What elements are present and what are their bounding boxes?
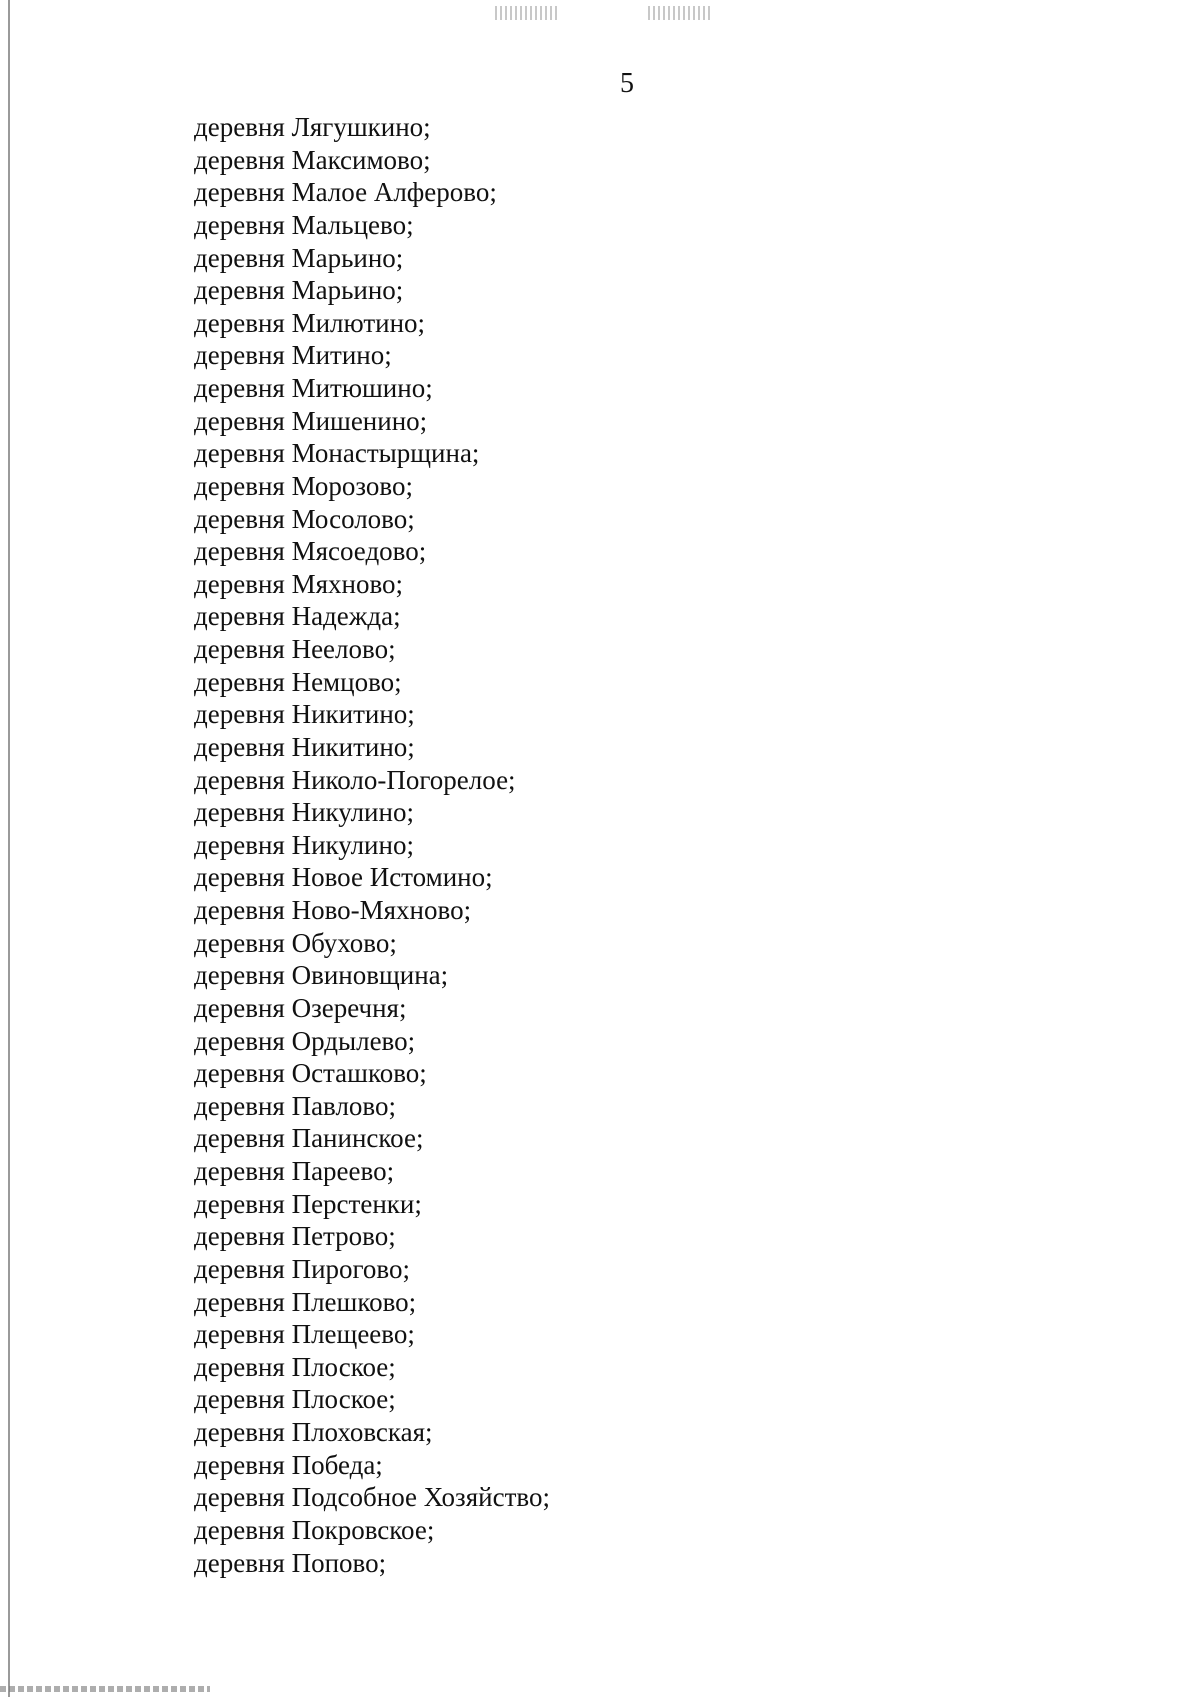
list-item: деревня Немцово; bbox=[194, 666, 402, 697]
list-item: деревня Обухово; bbox=[194, 927, 397, 958]
list-item: деревня Победа; bbox=[194, 1449, 383, 1480]
list-item: деревня Никитино; bbox=[194, 699, 415, 730]
list-item: деревня Овиновщина; bbox=[194, 960, 449, 991]
list-item: деревня Николо-Погорелое; bbox=[194, 764, 516, 795]
list-item: деревня Мишенино; bbox=[194, 405, 428, 436]
list-item: деревня Ново-Мяхново; bbox=[194, 895, 472, 925]
scan-artifact bbox=[495, 6, 560, 20]
list-item: деревня Марьино; bbox=[194, 275, 404, 306]
list-item: деревня Перстенки; bbox=[194, 1188, 422, 1219]
list-item: деревня Пареево; bbox=[194, 1156, 395, 1186]
list-item: деревня Плешково; bbox=[194, 1286, 417, 1317]
page-number: 5 bbox=[620, 68, 634, 99]
list-item: деревня Надежда; bbox=[194, 601, 401, 632]
list-item: деревня Осташково; bbox=[194, 1058, 427, 1089]
list-item: деревня Максимово; bbox=[194, 144, 431, 175]
list-item: деревня Пирогово; bbox=[194, 1253, 410, 1284]
list-item: деревня Покровское; bbox=[194, 1514, 435, 1545]
list-item: деревня Малое Алферово; bbox=[194, 177, 497, 208]
list-item: деревня Попово; bbox=[194, 1547, 387, 1578]
list-item: деревня Мальцево; bbox=[194, 209, 414, 240]
list-item: деревня Мосолово; bbox=[194, 503, 415, 534]
list-item: деревня Плещеево; bbox=[194, 1319, 415, 1350]
list-item: деревня Подсобное Хозяйство; bbox=[194, 1482, 550, 1513]
list-item: деревня Монастырщина; bbox=[194, 438, 480, 469]
list-item: деревня Лягушкино; bbox=[194, 112, 431, 142]
list-item: деревня Митюшино; bbox=[194, 373, 433, 403]
list-item: деревня Никулино; bbox=[194, 797, 414, 828]
list-item: деревня Никитино; bbox=[194, 731, 415, 762]
list-item: деревня Плоское; bbox=[194, 1351, 396, 1382]
list-item: деревня Плоское; bbox=[194, 1384, 396, 1415]
list-item: деревня Митино; bbox=[194, 340, 392, 371]
list-item: деревня Плоховская; bbox=[194, 1417, 433, 1447]
list-item: деревня Новое Истомино; bbox=[194, 862, 493, 893]
list-item: деревня Никулино; bbox=[194, 829, 414, 860]
list-item: деревня Морозово; bbox=[194, 470, 413, 501]
list-item: деревня Озеречня; bbox=[194, 992, 407, 1023]
list-item: деревня Павлово; bbox=[194, 1090, 396, 1121]
scan-artifact bbox=[648, 6, 713, 20]
list-item: деревня Петрово; bbox=[194, 1221, 396, 1252]
list-item: деревня Марьино; bbox=[194, 242, 404, 273]
scan-artifact bbox=[0, 1686, 210, 1692]
settlement-list bbox=[194, 111, 550, 1579]
list-item: деревня Мясоедово; bbox=[194, 536, 427, 567]
list-item: деревня Милютино; bbox=[194, 307, 426, 338]
list-item: деревня Неелово; bbox=[194, 634, 396, 664]
list-item: деревня Панинское; bbox=[194, 1123, 424, 1154]
list-item: деревня Мяхново; bbox=[194, 568, 404, 599]
page-left-edge bbox=[8, 0, 10, 1697]
list-item: деревня Ордылево; bbox=[194, 1025, 416, 1056]
